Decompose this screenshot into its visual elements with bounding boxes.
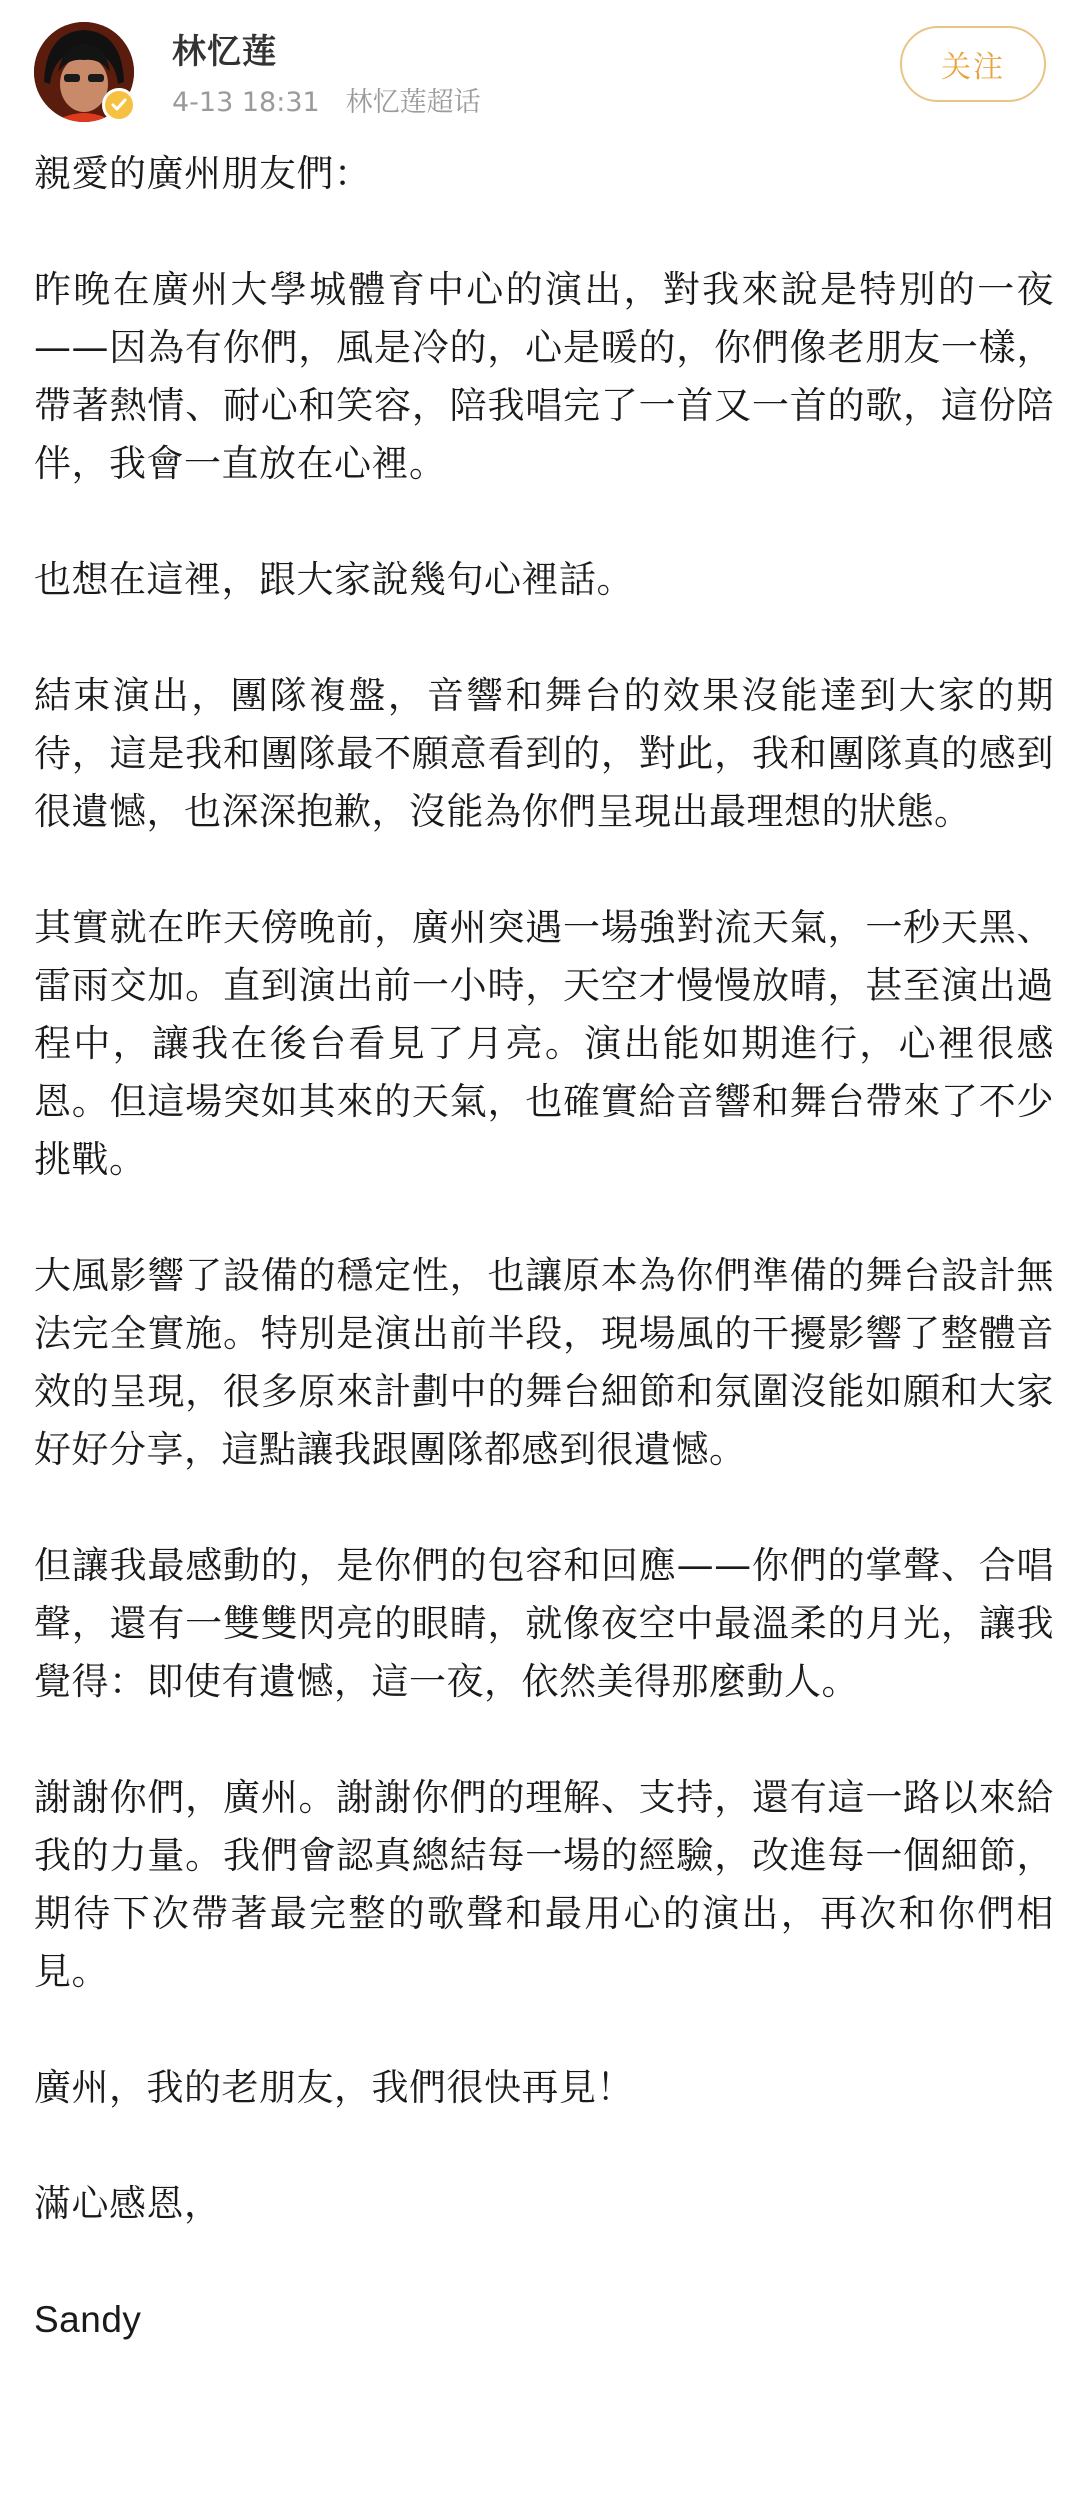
post-paragraph: 但讓我最感動的，是你們的包容和回應——你們的掌聲、合唱聲，還有一雙雙閃亮的眼睛，就像夜空中最溫柔的月光，讓我覺得：即使有遺憾，這一夜，依然美得那麼動人。: [34, 1544, 1054, 1703]
post-body: [34, 145, 1054, 2349]
post-paragraph: 昨晚在廣州大學城體育中心的演出，對我來說是特別的一夜——因為有你們，風是冷的，心是暖的，你們像老朋友一樣，帶著熱情、耐心和笑容，陪我唱完了一首又一首的歌，這份陪伴，我會一直放在心裡。: [34, 268, 1054, 485]
post-timestamp: 4-13 18:31: [172, 87, 320, 118]
author-name[interactable]: 林忆莲: [172, 32, 277, 72]
post-source-link[interactable]: 林忆莲超话: [345, 87, 481, 118]
post-paragraph: 大風影響了設備的穩定性，也讓原本為你們準備的舞台設計無法完全實施。特別是演出前半段，現場風的干擾影響了整體音效的呈現，很多原來計劃中的舞台細節和氛圍沒能如願和大家好好分享，這點讓我跟團隊都感到很遺憾。: [34, 1254, 1054, 1471]
post-meta: [172, 80, 481, 119]
verified-badge-icon: [102, 88, 136, 122]
post-paragraph: 謝謝你們，廣州。謝謝你們的理解、支持，還有這一路以來給我的力量。我們會認真總結每一場的經驗，改進每一個細節，期待下次帶著最完整的歌聲和最用心的演出，再次和你們相見。: [34, 1776, 1054, 1993]
post-paragraph: 其實就在昨天傍晚前，廣州突遇一場強對流天氣，一秒天黑、雷雨交加。直到演出前一小時，天空才慢慢放晴，甚至演出過程中，讓我在後台看見了月亮。演出能如期進行，心裡很感恩。但這場突如其來的天氣，也確實給音響和舞台帶來了不少挑戰。: [34, 906, 1054, 1181]
post-paragraph: 廣州，我的老朋友，我們很快再見！: [34, 2066, 634, 2109]
post-paragraph: 滿心感恩，: [34, 2182, 222, 2225]
post-paragraph: 親愛的廣州朋友們：: [34, 152, 372, 195]
post-paragraph: 結束演出，團隊複盤，音響和舞台的效果沒能達到大家的期待，這是我和團隊最不願意看到的，對此，我和團隊真的感到很遺憾，也深深抱歉，沒能為你們呈現出最理想的狀態。: [34, 674, 1054, 833]
post-paragraph: 也想在這裡，跟大家說幾句心裡話。: [34, 558, 634, 601]
post-signature: Sandy: [34, 2299, 142, 2340]
post-header: [0, 0, 1080, 150]
follow-button[interactable]: 关注: [900, 26, 1046, 102]
